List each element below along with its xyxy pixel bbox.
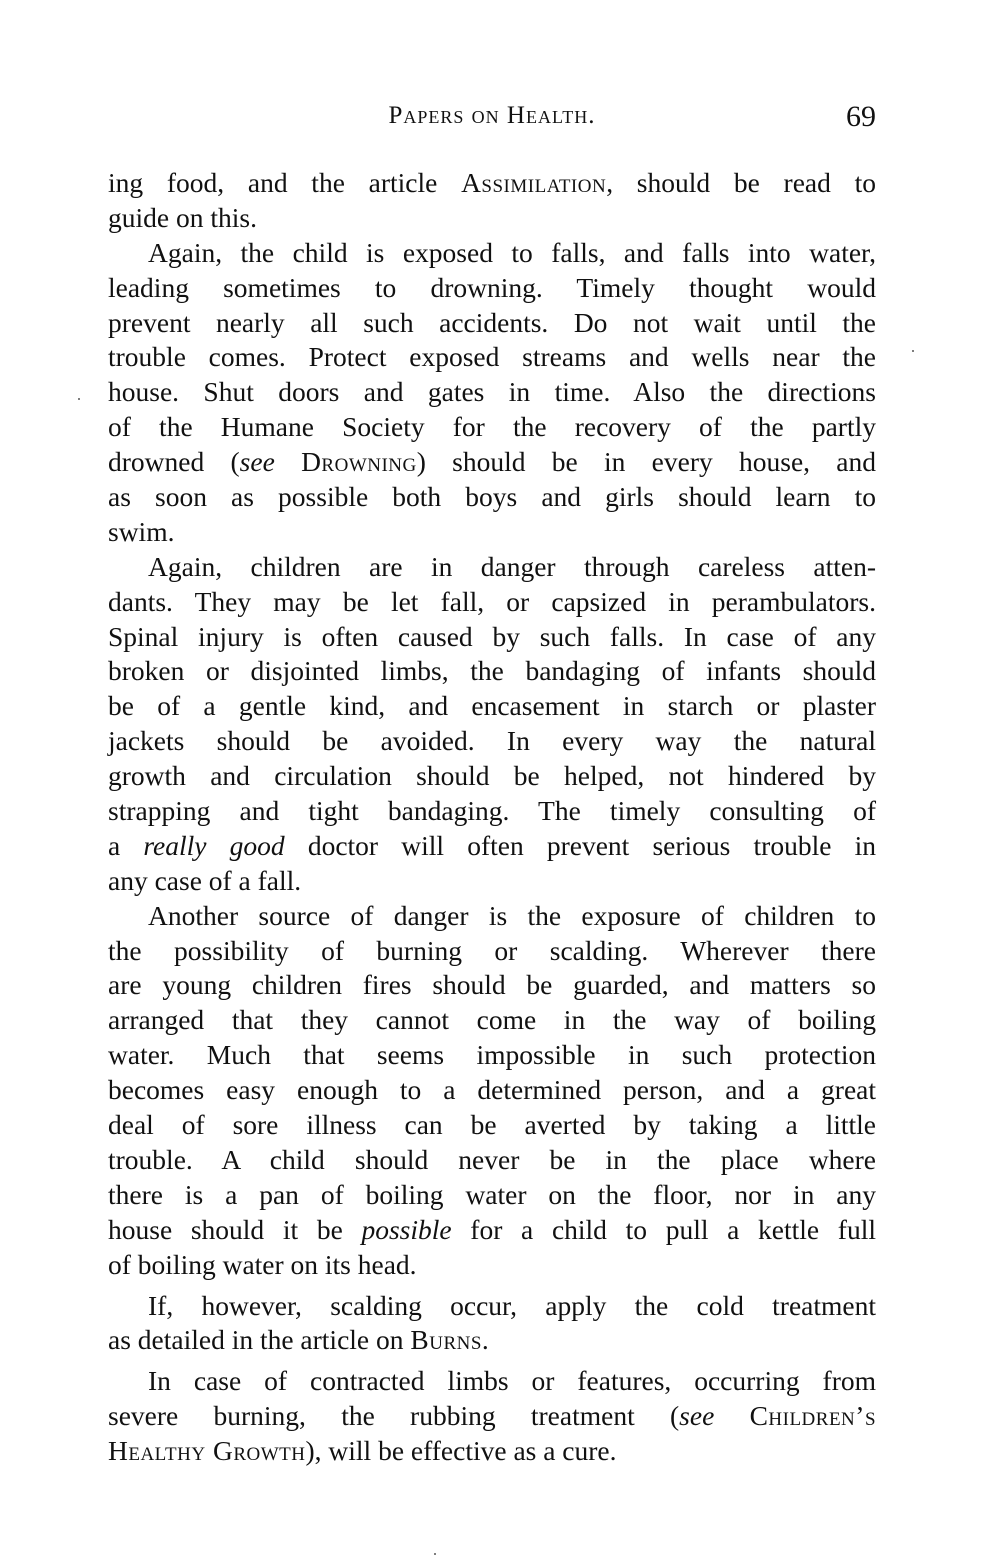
text-line: of boiling water on its head. [108, 1248, 417, 1280]
text-line: growth and circulation should be helped, not hindered by [108, 760, 876, 792]
text-line: arranged that they cannot come in the way of boiling [108, 1004, 876, 1036]
paragraph [108, 899, 876, 1283]
text-line: becomes easy enough to a determined person, and a great [108, 1074, 876, 1106]
cross-reference: Healthy Growth [108, 1435, 306, 1467]
emphasis: see [679, 1400, 715, 1432]
text-line: trouble. A child should never be in the place where [108, 1143, 876, 1175]
paragraph [108, 1364, 876, 1469]
text-line: ing food, and the article Assimilation, should be read to [108, 167, 876, 198]
text-line: Again, children are in danger through careless atten- [148, 550, 876, 582]
text-line: Healthy Growth), will be effective as a cure. [108, 1435, 617, 1467]
text-line: jackets should be avoided. In every way the natural [108, 725, 876, 757]
text-line: guide on this. [108, 201, 257, 233]
text-line: leading sometimes to drowning. Timely thought would [108, 271, 876, 303]
paragraph [108, 550, 876, 899]
paragraph [108, 166, 876, 236]
text-line: deal of sore illness can be averted by taking a little [108, 1109, 876, 1141]
scan-speck [78, 398, 80, 400]
paragraph [108, 236, 876, 550]
emphasis: possible [361, 1213, 452, 1245]
text-line: any case of a fall. [108, 864, 302, 896]
text-line: are young children fires should be guarded, and matters so [108, 969, 876, 1001]
text-line: strapping and tight bandaging. The timely consulting of [108, 795, 876, 827]
text-line: dants. They may be let fall, or capsized in perambulators. [108, 585, 876, 617]
text-line: as soon as possible both boys and girls should learn to [108, 481, 876, 513]
text-line: If, however, scalding occur, apply the cold treatment [148, 1289, 876, 1321]
text-line: be of a gentle kind, and encasement in starch or plaster [108, 690, 876, 722]
text-line: trouble comes. Protect exposed streams and wells near the [108, 341, 876, 373]
text-line: a really good doctor will often prevent serious trouble in [108, 829, 876, 861]
text-line: In case of contracted limbs or features, occurring from [148, 1365, 876, 1397]
scan-speck [434, 1553, 436, 1555]
running-title: Papers on Health. [388, 102, 596, 129]
text-line: house. Shut doors and gates in time. Also the directions [108, 376, 876, 408]
text-line: drowned (see Drowning) should be in every house, and [108, 446, 877, 478]
text-line: prevent nearly all such accidents. Do not wait until the [108, 306, 876, 338]
text-line: Again, the child is exposed to falls, and falls into water, [148, 236, 876, 268]
text-line: house should it be possible for a child to pull a kettle full [108, 1213, 876, 1245]
page-number: 69 [846, 100, 876, 133]
text-line: the possibility of burning or scalding. Wherever there [108, 934, 876, 966]
emphasis: really good [143, 829, 285, 861]
cross-reference: Drowning [301, 446, 417, 478]
emphasis: see [239, 446, 275, 478]
text-line: Another source of danger is the exposure of children to [148, 899, 876, 931]
paragraph [108, 1289, 876, 1359]
cross-reference: Children’s [749, 1400, 877, 1432]
paragraph-gap [108, 1469, 876, 1475]
text-line: water. Much that seems impossible in such protection [108, 1039, 876, 1071]
text-line: severe burning, the rubbing treatment (see Children’s [108, 1400, 877, 1432]
text-line: as detailed in the article on Burns. [108, 1324, 489, 1356]
cross-reference: Burns [410, 1324, 482, 1356]
text-line: of the Humane Society for the recovery of the partly [108, 411, 876, 443]
body-text [108, 166, 876, 1475]
cross-reference: Assimilation [461, 167, 607, 198]
scan-speck [912, 350, 914, 352]
text-line: there is a pan of boiling water on the floor, nor in any [108, 1178, 876, 1210]
text-line: swim. [108, 515, 175, 547]
text-line: Spinal injury is often caused by such falls. In case of any [108, 620, 876, 652]
text-line: broken or disjointed limbs, the bandaging of infants should [108, 655, 876, 687]
page-header [108, 100, 876, 140]
